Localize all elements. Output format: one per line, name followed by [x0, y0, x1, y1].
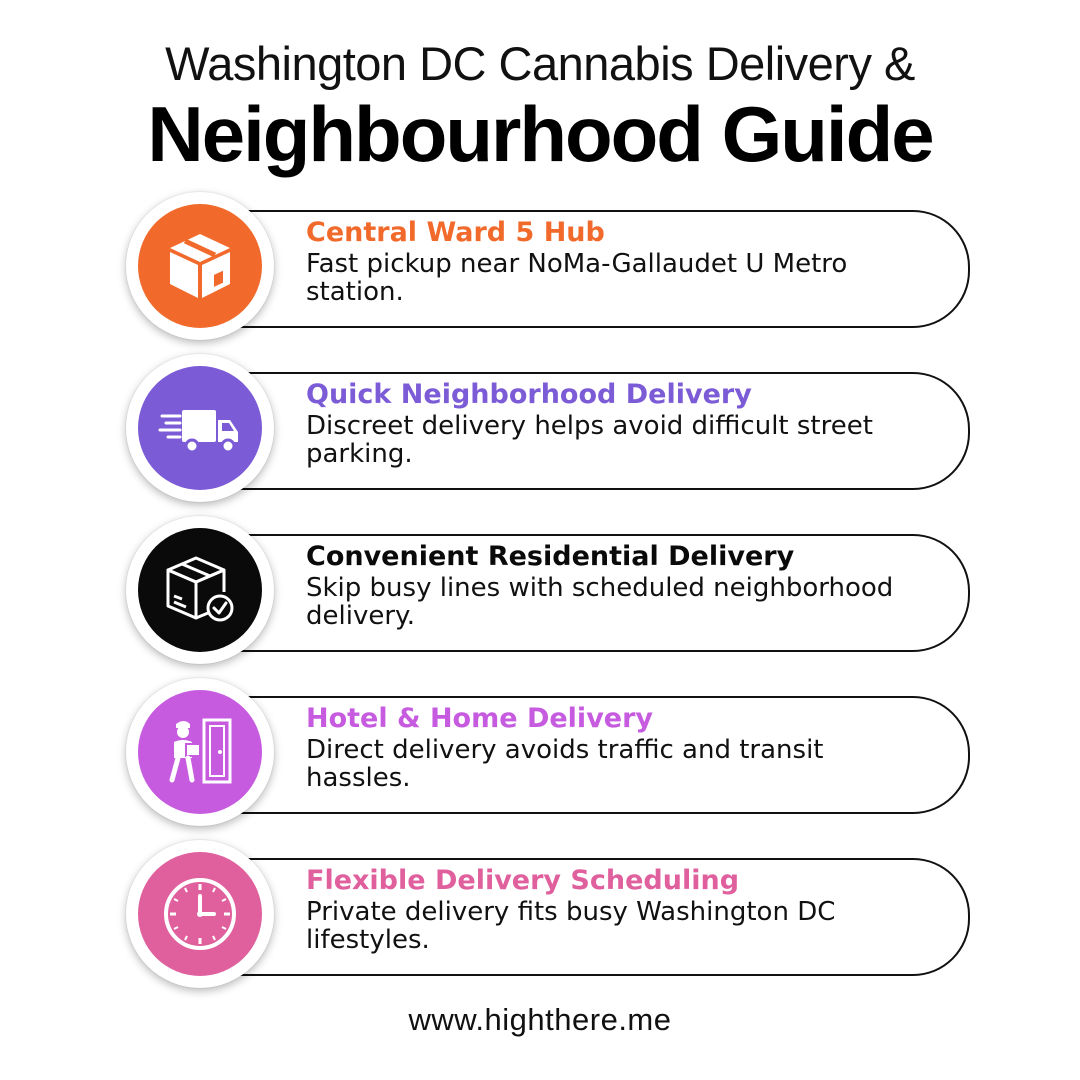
icon-badge [126, 192, 274, 340]
icon-circle [138, 852, 262, 976]
feature-heading: Quick Neighborhood Delivery [306, 379, 752, 410]
feature-heading: Convenient Residential Delivery [306, 541, 795, 572]
feature-description: Discreet delivery helps avoid difficult street parking. [306, 411, 873, 469]
icon-circle [138, 528, 262, 652]
feature-description: Skip busy lines with scheduled neighborhood delivery. [306, 573, 894, 631]
feature-description: Direct delivery avoids traffic and transit hassles. [306, 735, 824, 793]
feature-heading: Flexible Delivery Scheduling [306, 865, 740, 896]
box-icon [158, 224, 242, 308]
feature-item-convenient-residential-delivery [0, 516, 1080, 664]
clock-icon [158, 872, 242, 956]
feature-item-hotel-home-delivery [0, 678, 1080, 826]
feature-heading: Central Ward 5 Hub [306, 217, 605, 248]
icon-circle [138, 690, 262, 814]
delivery-truck-icon [158, 386, 242, 470]
website-url[interactable]: www.highthere.me [408, 1002, 672, 1037]
feature-item-quick-neighborhood-delivery [0, 354, 1080, 502]
feature-description: Private delivery fits busy Washington DC lifestyles. [306, 897, 836, 955]
icon-circle [138, 366, 262, 490]
package-check-icon [158, 548, 242, 632]
feature-item-flexible-delivery-scheduling [0, 840, 1080, 988]
feature-item-central-ward-5-hub [0, 192, 1080, 340]
icon-circle [138, 204, 262, 328]
page-title-line-2: Neighbourhood Guide [147, 90, 933, 178]
feature-heading: Hotel & Home Delivery [306, 703, 654, 734]
icon-badge [126, 678, 274, 826]
feature-description: Fast pickup near NoMa-Gallaudet U Metro station. [306, 249, 848, 307]
icon-badge [126, 840, 274, 988]
icon-badge [126, 354, 274, 502]
icon-badge [126, 516, 274, 664]
courier-door-icon [158, 710, 242, 794]
page-title-line-1: Washington DC Cannabis Delivery & [165, 37, 915, 90]
